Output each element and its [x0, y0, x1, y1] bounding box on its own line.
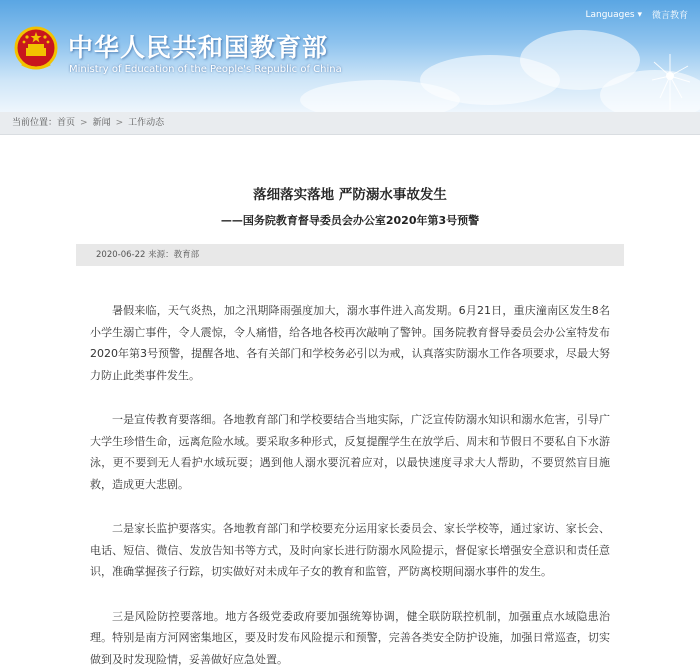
dandelion-decoration-icon — [630, 46, 694, 110]
site-subtitle-en: Ministry of Education of the People's Republic of China — [69, 64, 342, 75]
article-paragraph: 暑假来临，天气炎热，加之汛期降雨强度加大，溺水事件进入高发期。6月21日，重庆潼南区发生8名小学生溺亡事件，令人震惊，令人痛惜，给各地各校再次敲响了警钟。国务院教育督导委员会办公室特发布2020年第3号预警，提醒各地、各有关部门和学校务必引以为戒，认真落实防溺水工作各项要求，尽最大努力防止此类事件发生。 — [90, 300, 610, 386]
article-title: 落细落实落地 严防溺水事故发生 — [76, 183, 624, 203]
chevron-down-icon: ▾ — [637, 10, 642, 20]
national-emblem-icon[interactable] — [14, 26, 58, 72]
breadcrumb-separator: > — [116, 118, 124, 128]
cloud-decoration — [300, 80, 460, 112]
breadcrumb-work-updates[interactable]: 工作动态 — [128, 118, 164, 128]
breadcrumb-separator: > — [80, 118, 88, 128]
article-paragraph: 一是宣传教育要落细。各地教育部门和学校要结合当地实际，广泛宣传防溺水知识和溺水危害，引导广大学生珍惜生命，远离危险水域。要采取多种形式，反复提醒学生在放学后、周末和节假日不要私自下水游泳，更不要到无人看护水域玩耍；遇到他人溺水要沉着应对，以最快速度寻求大人帮助，不要贸然盲目施救，造成更大悲剧。 — [90, 409, 610, 495]
languages-menu[interactable] — [585, 10, 642, 20]
breadcrumb — [0, 112, 700, 135]
article-subtitle: ——国务院教育督导委员会办公室2020年第3号预警 — [76, 212, 624, 228]
languages-label: Languages — [585, 10, 634, 20]
weibo-link[interactable]: 微言教育 — [652, 8, 688, 21]
top-links — [585, 8, 688, 21]
article-meta: 2020-06-22 来源：教育部 — [76, 244, 624, 266]
article — [76, 135, 624, 670]
breadcrumb-home[interactable]: 首页 — [57, 118, 75, 128]
breadcrumb-news[interactable]: 新闻 — [93, 118, 111, 128]
site-title[interactable]: 中华人民共和国教育部 — [68, 28, 328, 64]
breadcrumb-prefix: 当前位置： — [12, 118, 57, 128]
article-paragraph: 二是家长监护要落实。各地教育部门和学校要充分运用家长委员会、家长学校等，通过家访、家长会、电话、短信、微信、发放告知书等方式，及时向家长进行防溺水风险提示，督促家长增强安全意识和责任意识，准确掌握孩子行踪，切实做好对未成年子女的教育和监管，严防离校期间溺水事件的发生。 — [90, 518, 610, 583]
article-paragraph: 三是风险防控要落地。地方各级党委政府要加强统筹协调，健全联防联控机制，加强重点水域隐患治理。特别是南方河网密集地区，要及时发布风险提示和预警，完善各类安全防护设施，加强日常巡查，切实做到及时发现险情，妥善做好应急处置。 — [90, 606, 610, 670]
site-header — [0, 0, 700, 112]
